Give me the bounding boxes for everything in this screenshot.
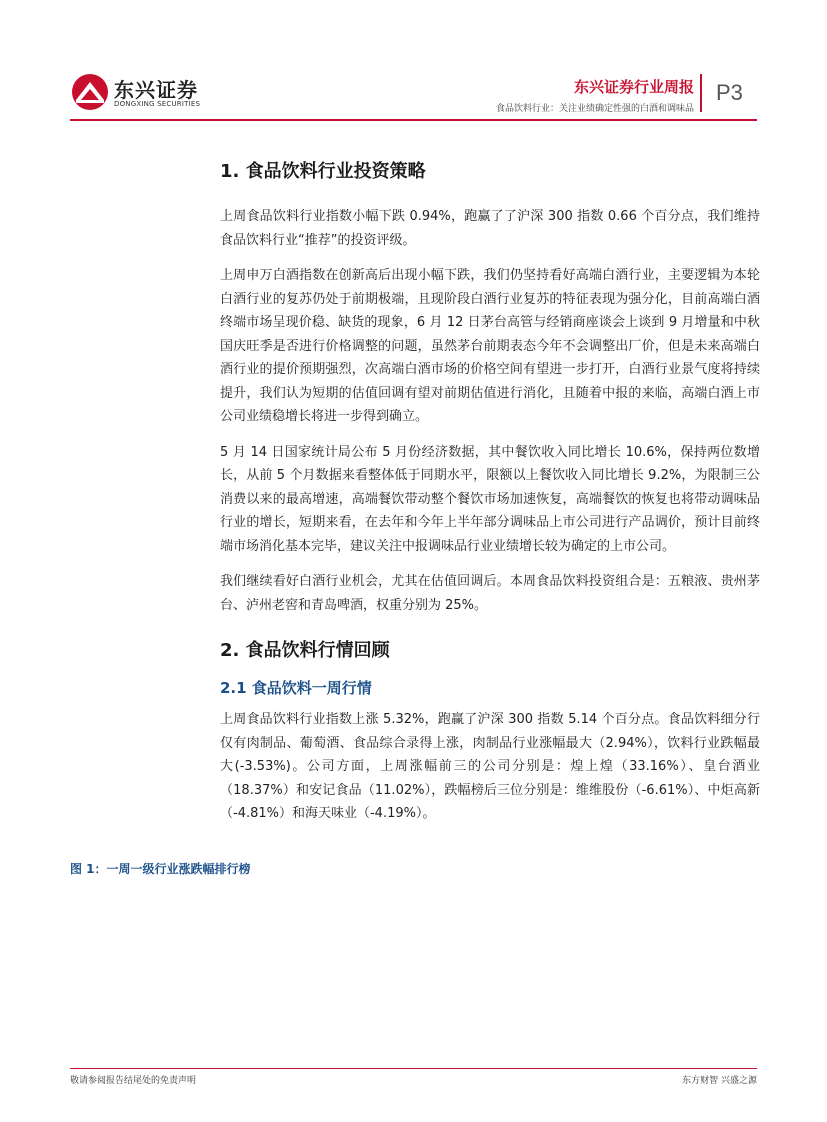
main-content [220,160,760,826]
page-number: P3 [716,80,743,105]
section-2-1-heading: 2.1 食品饮料一周行情 [220,678,372,697]
paragraph-5: 上周食品饮料行业指数上涨 5.32%，跑赢了沪深 300 指数 5.14 个百分点。食品饮料细分行仅有肉制品、葡萄酒、食品综合录得上涨，肉制品行业涨幅最大（2.94%），饮料行业跌幅最大(-3.53%)。公司方面，上周涨幅前三的公司分别是：煌上煌（33.16%）、皇台酒业（18.37%）和安记食品（11.02%），跌幅榜后三位分别是：维维股份（-6.61%）、中炬高新（-4.81%）和海天味业（-4.19%）。 [220,712,760,822]
section-1-heading: 1. 食品饮料行业投资策略 [220,161,426,182]
section-2-heading: 2. 食品饮料行情回顾 [220,640,390,662]
paragraph-2: 上周申万白酒指数在创新高后出现小幅下跌，我们仍坚持看好高端白酒行业，主要逻辑为本轮白酒行业的复苏仍处于前期极端，且现阶段白酒行业复苏的特征表现为强分化，目前高端白酒终端市场呈现价稳、缺货的现象，6 月 12 日茅台高管与经销商座谈会上谈到 9 月增量和中秋国庆旺季是否进行价格调整的问题，虽然茅台前期表态今年不会调整出厂价，但是未来高端白酒行业的提价预期强烈，次高端白酒市场的价格空间有望进一步打开，白酒行业景气度将持续提升，我们认为短期的估值回调有望对前期估值进行消化，且随着中报的来临，高端白酒上市公司业绩稳增长将进一步得到确立。 [220,268,760,425]
footer-rule [70,1068,757,1069]
page-header [0,0,827,130]
figure-caption: 图 1：一周一级行业涨跌幅排行榜 [70,862,251,876]
header-rule [70,119,757,121]
logo-text-cn: 东兴证券 [114,78,198,102]
company-logo [70,72,220,116]
logo-mark-icon [70,72,110,112]
header-divider [700,74,702,112]
footer-slogan: 东方财智 兴盛之源 [682,1076,757,1086]
report-subtitle: 食品饮料行业：关注业绩确定性强的白酒和调味品 [495,104,694,114]
footer-disclaimer: 敬请参阅报告结尾处的免责声明 [70,1076,197,1086]
paragraph-3: 5 月 14 日国家统计局公布 5 月份经济数据，其中餐饮收入同比增长 10.6%，保持两位数增长，从前 5 个月数据来看整体低于同期水平，限额以上餐饮收入同比增长 9.2%，为限制三公消费以来的最高增速，高端餐饮带动整个餐饮市场加速恢复，高端餐饮的恢复也将带动调味品行业的增长，短期来看，在去年和今年上半年部分调味品上市公司进行产品调价，预计目前终端市场消化基本完毕，建议关注中报调味品行业业绩增长较为确定的上市公司。 [220,444,760,554]
report-title: 东兴证券行业周报 [573,78,694,96]
paragraph-4: 我们继续看好白酒行业机会，尤其在估值回调后。本周食品饮料投资组合是：五粮液、贵州茅台、泸州老窖和青岛啤酒，权重分别为 25%。 [220,574,760,613]
paragraph-1: 上周食品饮料行业指数小幅下跌 0.94%，跑赢了了沪深 300 指数 0.66 个百分点，我们维持食品饮料行业“推荐”的投资评级。 [220,209,760,248]
logo-text-en: DONGXING SECURITIES [114,100,201,108]
